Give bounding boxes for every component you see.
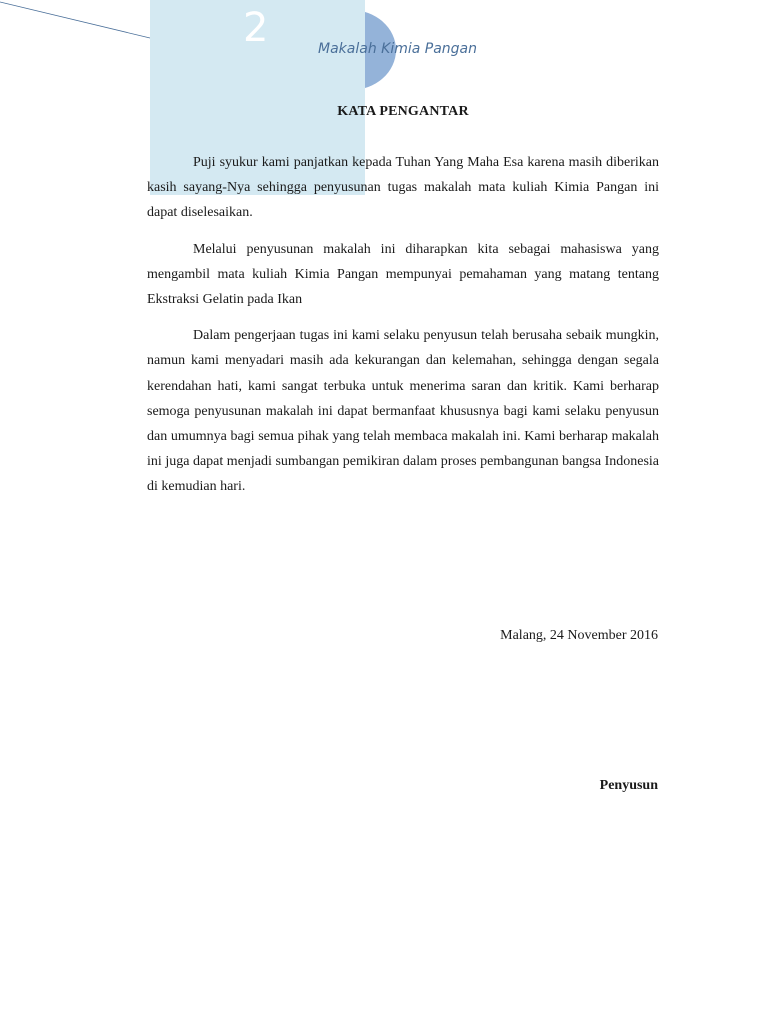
- header-title: Makalah Kimia Pangan: [318, 41, 477, 57]
- paragraph: Melalui penyusunan makalah ini diharapkan kita sebagai mahasiswa yang mengambil mata kuliah Kimia Pangan mempunyai pemahaman yang matang tentang Ekstraksi Gelatin pada Ikan: [147, 241, 659, 308]
- document-body: [147, 150, 659, 511]
- document-title: KATA PENGANTAR: [337, 104, 469, 119]
- paragraph: Dalam pengerjaan tugas ini kami selaku penyusun telah berusaha sebaik mungkin, namun kami menyadari masih ada kekurangan dan kelemahan, sehingga dengan segala kerendahan hati, kami sangat terbuka untuk menerima saran dan kritik. Kami berharap semoga penyusunan makalah ini dapat bermanfaat khususnya bagi kami selaku penyusun dan umumnya bagi semua pihak yang telah membaca makalah ini. Kami berharap makalah ini juga dapat menjadi sumbangan pemikiran dalam proses pembangunan bangsa Indonesia di kemudian hari.: [147, 328, 659, 495]
- paragraph: Puji syukur kami panjatkan kepada Tuhan Yang Maha Esa karena masih diberikan kasih sayang-Nya sehingga penyusunan tugas makalah mata kuliah Kimia Pangan ini dapat diselesaikan.: [147, 155, 659, 221]
- decorative-diagonal-line: [0, 0, 160, 50]
- place-date: Malang, 24 November 2016: [500, 628, 658, 643]
- signature: Penyusun: [599, 778, 658, 793]
- page-number: 2: [243, 5, 269, 51]
